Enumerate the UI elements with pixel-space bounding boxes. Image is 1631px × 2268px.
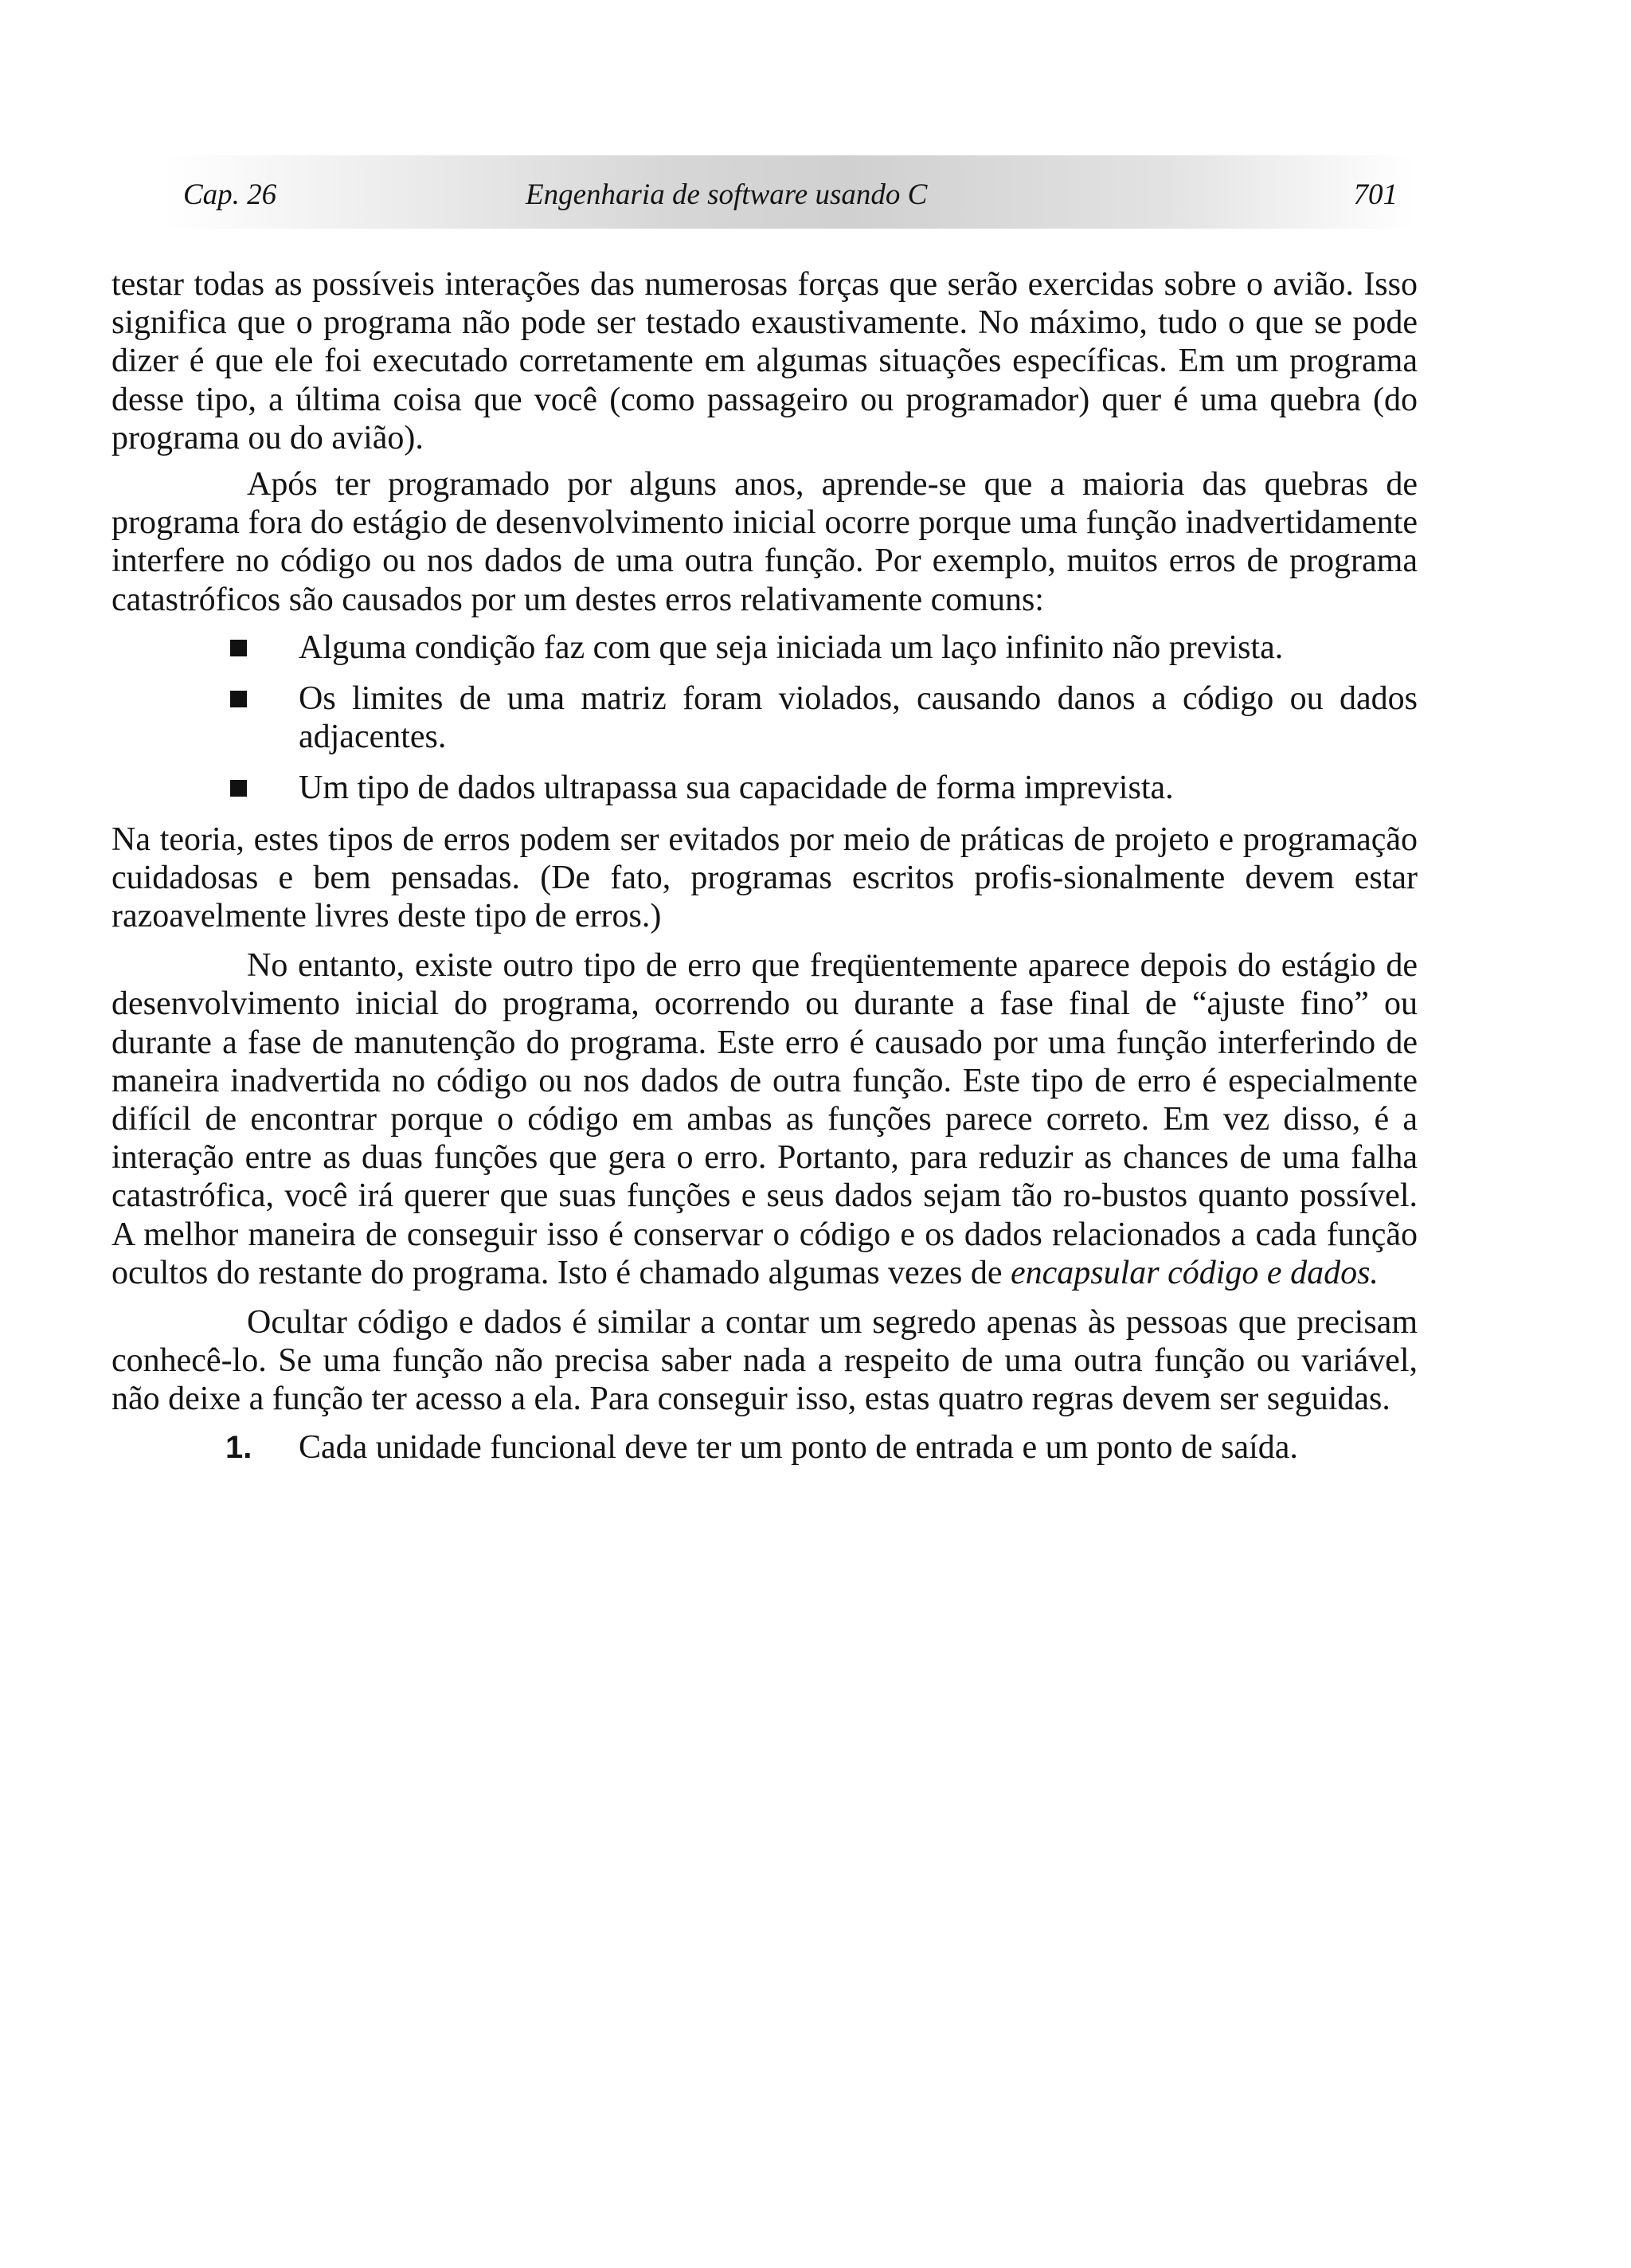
paragraph-theory: Na teoria, estes tipos de erros podem ser evitados por meio de práticas de projeto e programação cuidadosas e bem pensadas. (De fato, programas escritos profis-sionalmente devem estar razoavelmente livres deste tipo de erros.) (111, 821, 1418, 935)
list-item (299, 680, 1418, 756)
list-item-text: Os limites de uma matriz foram violados, causando danos a código ou dados adjacentes. (299, 680, 1418, 756)
paragraph-encapsulation (111, 946, 1418, 1292)
paragraph-program-crashes: Após ter programado por alguns anos, aprende-se que a maioria das quebras de programa fora do estágio de desenvolvimento inicial ocorre porque uma função inadvertidamente interfere no código ou nos dados de uma outra função. Por exemplo, muitos erros de programa catastróficos são causados por um destes erros relativamente comuns: (111, 466, 1418, 618)
list-item (225, 1428, 1418, 1467)
square-bullet-icon (230, 780, 247, 797)
header-book-title: Engenharia de software usando C (526, 178, 928, 211)
header-chapter: Cap. 26 (183, 178, 277, 211)
list-item-text: Um tipo de dados ultrapassa sua capacidade de forma imprevista. (299, 770, 1174, 807)
square-bullet-icon (230, 640, 247, 656)
paragraph-hiding-code: Ocultar código e dados é similar a contar um segredo apenas às pessoas que precisam conhecê-lo. Se uma função não precisa saber nada a respeito de uma outra função ou variável, não deixe a função ter acesso a ela. Para conseguir isso, estas quatro regras devem ser seguidas. (111, 1304, 1418, 1418)
encapsulation-term: encapsular código e dados. (1010, 1254, 1379, 1291)
paragraph-encapsulation-text: No entanto, existe outro tipo de erro que freqüentemente aparece depois do estágio de desenvolvimento inicial do programa, ocorrendo ou durante a fase final de “ajuste fino” ou durante a fase de manutenção do programa. Este erro é causado por uma função interferindo de maneira inadvertida no código ou nos dados de outra função. Este tipo de erro é especialmente difícil de encontrar porque o código em ambas as funções parece correto. Em vez disso, é a interação entre as duas funções que gera o erro. Portanto, para reduzir as chances de uma falha catastrófica, você irá querer que suas funções e seus dados sejam tão ro-bustos quanto possível. A melhor maneira de conseguir isso é conservar o código e os dados relacionados a cada função ocultos do restante do programa. Isto é chamado algumas vezes de (111, 947, 1418, 1291)
list-item (299, 629, 1418, 667)
list-item-text: Alguma condição faz com que seja iniciada um laço infinito não prevista. (299, 629, 1284, 666)
common-errors-list (111, 629, 1418, 808)
paragraph-continuation: testar todas as possíveis interações das numerosas forças que serão exercidas sobre o avião. Isso significa que o programa não pode ser testado exaustivamente. No máximo, tudo o que se pode dizer é que ele foi executado corretamente em algumas situações específicas. Em um programa desse tipo, a última coisa que você (como passageiro ou programador) quer é uma quebra (do programa ou do avião). (111, 266, 1418, 456)
rule-number: 1. (225, 1429, 252, 1465)
square-bullet-icon (230, 691, 247, 707)
rules-list (111, 1428, 1418, 1467)
list-item (299, 769, 1418, 807)
rule-text: Cada unidade funcional deve ter um ponto de entrada e um ponto de saída. (299, 1428, 1298, 1466)
running-header (163, 155, 1414, 229)
header-page-number: 701 (1353, 178, 1398, 211)
body-text (111, 265, 1418, 1467)
